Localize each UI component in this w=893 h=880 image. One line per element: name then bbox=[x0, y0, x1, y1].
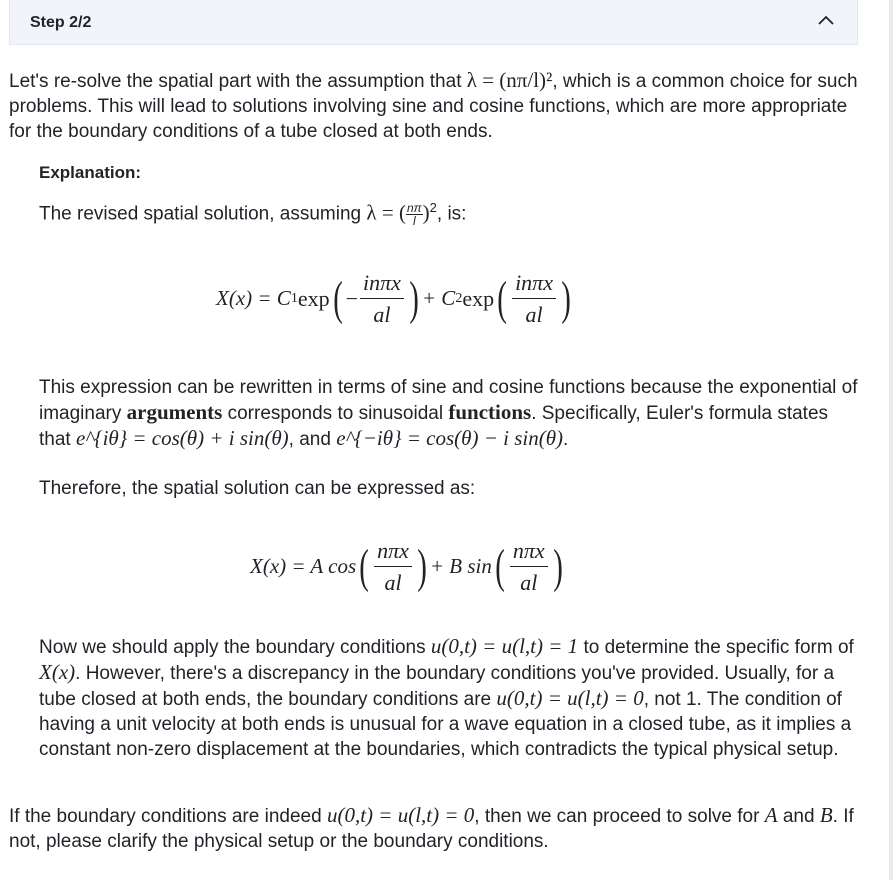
x-of-x: X(x) bbox=[39, 660, 76, 684]
closing-bc: u(0,t) = u(l,t) = 0 bbox=[326, 803, 475, 827]
revised-text-2: , is: bbox=[436, 203, 467, 225]
therefore-paragraph: Therefore, the spatial solution can be expressed as: bbox=[39, 478, 476, 499]
scrollbar[interactable] bbox=[889, 0, 893, 880]
explanation-section bbox=[39, 160, 859, 227]
revised-text: The revised spatial solution, assuming bbox=[39, 203, 362, 225]
euler-formula-2: e^{−iθ} = cos(θ) − i sin(θ) bbox=[336, 426, 564, 450]
euler-formula-1: e^{iθ} = cos(θ) + i sin(θ) bbox=[75, 426, 289, 450]
eq1-fraction-2: $\frac{\text{inπx}}{al}$ bbox=[512, 270, 556, 327]
step-header[interactable] bbox=[9, 0, 858, 45]
lambda-assumption: λ = (nπ/l)² bbox=[466, 68, 553, 92]
intro-text: Let's re-solve the spatial part with the assumption that bbox=[9, 71, 462, 92]
var-b: B bbox=[819, 803, 833, 827]
closing-paragraph: If the boundary conditions are indeed u(0,t) = u(l,t) = 0, then we can proceed to solve for A and B. If not, please clarify the physical setup or the boundary conditions. bbox=[9, 803, 854, 852]
revised-lambda: λ = bbox=[366, 200, 394, 225]
chevron-up-icon[interactable] bbox=[817, 13, 835, 27]
equation-trig: X(x) = A cos ( $\frac{\text{nπx}}{al}$ ) + B sin ( $\frac{\text{nπx}}{al}$ ) bbox=[250, 538, 563, 595]
bc-one: u(0,t) = u(l,t) = 1 bbox=[430, 634, 579, 658]
var-a: A bbox=[764, 803, 778, 827]
eq2-fraction-2: $\frac{\text{nπx}}{al}$ bbox=[510, 538, 548, 595]
revised-line: The revised spatial solution, assuming λ = ( $\frac{n\pi}{l}$ )$^2$, is: bbox=[39, 200, 467, 228]
intro-text-2: , which is a common choice for such problems. This will lead to solutions involving sine and cosine functions, which are more appropriate for the boundary conditions of a tube closed at both ends. bbox=[9, 71, 858, 142]
intro-paragraph bbox=[9, 68, 869, 144]
explanation-title: Explanation: bbox=[39, 163, 142, 182]
bc-zero: u(0,t) = u(l,t) = 0 bbox=[496, 686, 644, 710]
eq2-fraction-1: $\frac{\text{nπx}}{al}$ bbox=[374, 538, 412, 595]
boundary-paragraph: Now we should apply the boundary conditions u(0,t) = u(l,t) = 1 to determine the specific form of X(x). However, there's a discrepancy in the boundary conditions you've provided. Usually, for a tube closed at both ends, the boundary conditions are u(0,t) = u(l,t) = 0, not 1. The condition of having a unit velocity at both ends is unusual for a wave equation in a closed tube, as it implies a constant non-zero displacement at the boundaries, which contradicts the typical physical setup. bbox=[39, 634, 854, 760]
eq2-lhs: X(x) = A cos bbox=[250, 554, 357, 578]
step-title: Step 2/2 bbox=[30, 14, 92, 31]
revised-fraction: $\frac{n\pi}{l}$ bbox=[406, 200, 422, 228]
eq1-fraction-1: $\frac{\text{inπx}}{al}$ bbox=[360, 270, 404, 327]
equation-exponential: X(x) = C 1 exp ( − $\frac{\text{inπx}}{al}$ ) + C 2 exp ( $\frac{\text{inπx}}{al}$ ) bbox=[216, 270, 571, 327]
rewrite-paragraph: This expression can be rewritten in terms of sine and cosine functions because the exponential of imaginary arguments corresponds to sinusoidal functions. Specifically, Euler's formula states that e^{iθ} = cos(θ) + i sin(θ), and e^{−iθ} = cos(θ) − i sin(θ). bbox=[39, 377, 858, 450]
eq1-lhs: X(x) = C bbox=[216, 286, 291, 310]
